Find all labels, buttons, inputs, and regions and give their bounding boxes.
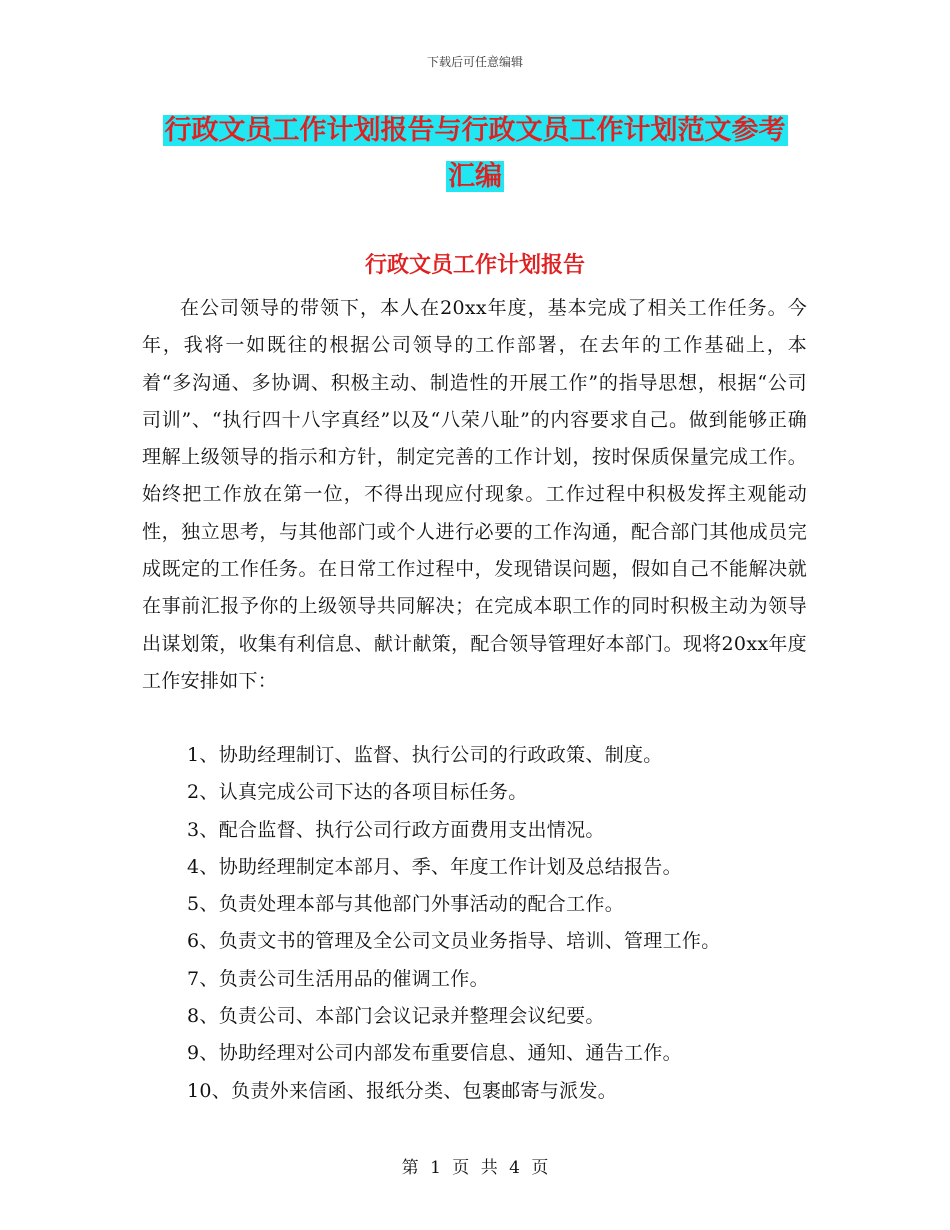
document-title [140, 108, 810, 200]
header-note: 下载后可任意编辑 [426, 55, 523, 69]
list-item: 2、认真完成公司下达的各项目标任务。 [187, 781, 528, 804]
list-item: 8、负责公司、本部门会议记录并整理会议纪要。 [187, 1005, 605, 1028]
page-number: 第 1 页 共 4 页 [401, 1158, 549, 1178]
list-item: 6、负责文书的管理及全公司文员业务指导、培训、管理工作。 [187, 930, 721, 953]
title-line-1: 行政文员工作计划报告与行政文员工作计划范文参考 [164, 115, 786, 146]
task-list [142, 737, 807, 1110]
list-item: 1、协助经理制订、监督、执行公司的行政政策、制度。 [187, 744, 663, 766]
body-paragraph: 在公司领导的带领下，本人在20xx年度，基本完成了相关工作任务。今年，我将一如既往的根据公司领导的工作部署，在去年的工作基础上，本着“多沟通、多协调、积极主动、制造性的开展工作”的指导思想，根据“公司司训”、“执行四十八字真经”以及“八荣八耻”的内容要求自己。做到能够正确理解上级领导的指示和方针，制定完善的工作计划，按时保质保量完成工作。始终把工作放在第一位，不得出现应付现象。工作过程中积极发挥主观能动性，独立思考，与其他部门或个人进行必要的工作沟通，配合部门其他成员完成既定的工作任务。在日常工作过程中，发现错误问题，假如自己不能解决就在事前汇报予你的上级领导共同解决；在完成本职工作的同时积极主动为领导出谋划策，收集有利信息、献计献策，配合领导管理好本部门。现将20xx年度工作安排如下： [142, 297, 807, 692]
list-item: 4、协助经理制定本部月、季、年度工作计划及总结报告。 [187, 855, 682, 878]
list-item: 9、协助经理对公司内部发布重要信息、通知、通告工作。 [187, 1042, 682, 1065]
title-line-2: 汇编 [448, 161, 502, 192]
list-item: 5、负责处理本部与其他部门外事活动的配合工作。 [187, 893, 624, 916]
list-item: 3、配合监督、执行公司行政方面费用支出情况。 [187, 818, 605, 841]
section-title: 行政文员工作计划报告 [364, 252, 585, 278]
list-item: 10、负责外来信函、报纸分类、包裹邮寄与派发。 [187, 1079, 618, 1102]
list-item: 7、负责公司生活用品的催调工作。 [187, 967, 489, 990]
